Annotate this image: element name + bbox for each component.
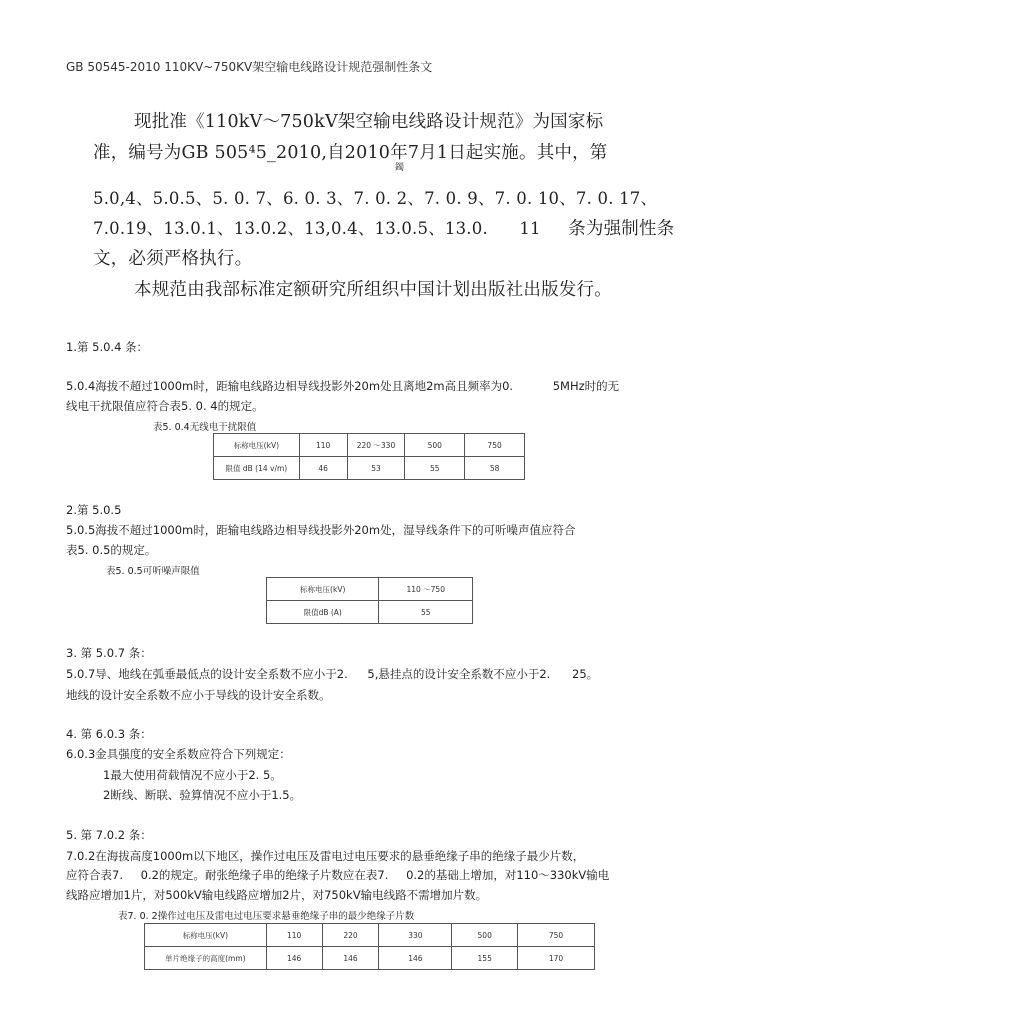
table-cell: 55: [379, 601, 473, 624]
table-cell: 170: [518, 947, 595, 970]
table-7-0-2-caption: 表7. 0. 2操作过电压及雷电过电压要求悬垂绝缘子串的最少绝缘子片数: [118, 911, 415, 922]
table-cell: 58: [465, 457, 525, 480]
table-5-0-5: [266, 577, 473, 624]
section-2-heading: 2.第 5.0.5: [66, 503, 122, 517]
preface-line-4-tail: 条为强制性条: [568, 219, 675, 239]
section-5-paragraph-line-3: 线路应增加1片，对500kV输电线路应增加2片，对750kV输电线路不需增加片数。: [66, 888, 488, 902]
section-5-text-end: 0.2的基础上增加，对110～330kV输电: [406, 868, 610, 882]
preface-line-3: 5.0,4、5.0.5、5. 0. 7、6. 0. 3、7. 0. 2、7. 0. 9、7. 0. 10、7. 0. 17、: [93, 189, 658, 208]
table-cell: 155: [452, 947, 518, 970]
section-5-paragraph-line-1: 7.0.2在海拔高度1000m以下地区，操作过电压及雷电过电压要求的悬垂绝缘子串的绝缘子最少片数，: [66, 849, 585, 863]
section-2-paragraph-line-1: 5.0.5海拔不超过1000m时，距输电线路边相导线投影外20m处，湿导线条件下的可听噪声值应符合: [66, 523, 576, 537]
table-cell: 146: [266, 947, 322, 970]
table-cell: 限值dB (A): [267, 601, 379, 624]
table-cell: 55: [405, 457, 465, 480]
table-row: [214, 457, 525, 480]
preface-line-1: 现批准《110kV～750kV架空输电线路设计规范》为国家标: [134, 112, 604, 132]
section-2-paragraph-line-2: 表5. 0.5的规定。: [66, 543, 157, 557]
section-1-paragraph-line-2: 线电干扰限值应符合表5. 0. 4的规定。: [66, 399, 264, 413]
table-cell: 500: [452, 924, 518, 947]
table-cell: 110: [299, 434, 347, 457]
preface-line-2: 准，编号为GB 505⁴5_2010,自2010年7月1日起实施。其中，第: [93, 143, 608, 163]
table-5-0-4-caption: 表5. 0.4无线电干扰限值: [153, 422, 257, 433]
document-header: GB 50545-2010 110KV~750KV架空输电线路设计规范强制性条文: [66, 60, 433, 74]
table-row: [214, 434, 525, 457]
preface-line-5: 文，必须严格执行。: [93, 249, 253, 269]
table-cell: 53: [347, 457, 405, 480]
table-cell: 标称电压(kV): [214, 434, 300, 457]
preface-line-4: [93, 215, 674, 240]
table-row: [267, 601, 473, 624]
section-3-paragraph-line-1: [66, 666, 598, 682]
section-5-text-cont: 0.2的规定。耐张绝缘子串的绝缘子片数应在表7.: [140, 868, 389, 882]
section-4-item-2: 2断线、断联、验算情况不应小于1.5。: [103, 788, 302, 802]
section-5-paragraph-line-2: [66, 867, 609, 883]
preface-superscript-mark: 鐲: [395, 163, 405, 173]
table-cell: 146: [379, 947, 452, 970]
table-cell: 110: [266, 924, 322, 947]
section-3-text-cont: 5,悬挂点的设计安全系数不应小于2.: [367, 667, 551, 681]
table-cell: 146: [322, 947, 379, 970]
section-3-text: 5.0.7导、地线在弧垂最低点的设计安全系数不应小于2.: [66, 667, 348, 681]
section-3-text-end: 25。: [572, 667, 599, 681]
table-row: [267, 578, 473, 601]
table-7-0-2: [144, 923, 595, 970]
table-row: [145, 947, 595, 970]
table-cell: 220: [322, 924, 379, 947]
section-4-heading: 4. 第 6.0.3 条：: [66, 727, 152, 741]
table-cell: 110 ～750: [379, 578, 473, 601]
table-cell: 限值 dB (14 v/m): [214, 457, 300, 480]
section-4-paragraph: 6.0.3金具强度的安全系数应符合下列规定：: [66, 747, 291, 761]
section-3-paragraph-line-2: 地线的设计安全系数不应小于导线的设计安全系数。: [66, 688, 331, 702]
table-5-0-4: [213, 433, 525, 480]
table-cell: 标称电压(kV): [267, 578, 379, 601]
table-cell: 750: [465, 434, 525, 457]
preface-line-4-number: 11: [519, 219, 541, 238]
table-cell: 750: [518, 924, 595, 947]
section-5-heading: 5. 第 7.0.2 条：: [66, 828, 152, 842]
section-1-text: 5.0.4海拔不超过1000m时，距输电线路边相导线投影外20m处且离地2m高且频率为0.: [66, 379, 514, 393]
section-1-heading: 1.第 5.0.4 条：: [66, 340, 149, 354]
section-5-text: 应符合表7.: [66, 868, 123, 882]
table-cell: 46: [299, 457, 347, 480]
preface-line-6: 本规范由我部标准定额研究所组织中国计划出版社出版发行。: [134, 280, 612, 300]
table-row: [145, 924, 595, 947]
section-1-paragraph-line-1: [66, 378, 619, 394]
section-3-heading: 3. 第 5.0.7 条：: [66, 646, 152, 660]
table-5-0-5-caption: 表5. 0.5可听噪声限值: [106, 566, 200, 577]
preface-line-4-clauses: 7.0.19、13.0.1、13.0.2、13,0.4、13.0.5、13.0.: [93, 219, 488, 238]
table-cell: 标称电压(kV): [145, 924, 267, 947]
section-4-item-1: 1最大使用荷载情况不应小于2. 5。: [103, 768, 282, 782]
table-cell: 330: [379, 924, 452, 947]
table-cell: 单片绝缘子的高度(mm): [145, 947, 267, 970]
table-cell: 220 ～330: [347, 434, 405, 457]
section-1-text-cont: 5MHz时的无: [552, 379, 620, 393]
table-cell: 500: [405, 434, 465, 457]
